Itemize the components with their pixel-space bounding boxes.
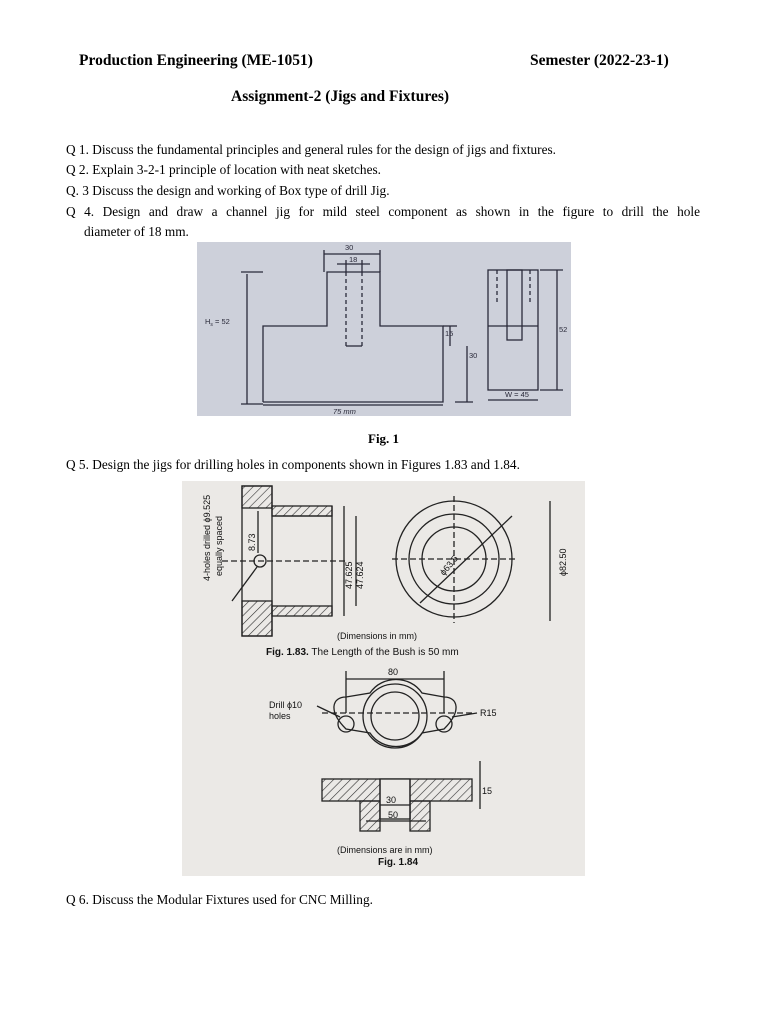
semester-label: Semester (2022-23-1)	[530, 52, 669, 69]
question-2: Q 2. Explain 3-2-1 principle of location with neat sketches.	[66, 162, 381, 177]
fig1-dim-w: W = 45	[505, 390, 529, 399]
figure-1-drawing	[197, 242, 571, 416]
fig1-dim-52: 52	[559, 325, 568, 334]
question-4-line-2: diameter of 18 mm.	[84, 224, 189, 239]
question-4	[66, 202, 700, 242]
fig1-dim-hs: $H_s = 52$	[205, 317, 230, 328]
fig184-drill-label-1: Drill ϕ10	[269, 700, 303, 710]
assignment-title: Assignment-2 (Jigs and Fixtures)	[231, 88, 450, 105]
question-6: Q 6. Discuss the Modular Fixtures used for CNC Milling.	[66, 892, 373, 907]
fig183-dim-873: 8.73	[247, 533, 257, 551]
question-5: Q 5. Design the jigs for drilling holes in components shown in Figures 1.83 and 1.84.	[66, 457, 520, 472]
fig183-note: (Dimensions in mm)	[337, 631, 418, 641]
question-4-line-1: Q 4. Design and draw a channel jig for mild steel component as shown in the figure to drill the hole	[66, 204, 700, 219]
fig184-caption: Fig. 1.84	[378, 857, 419, 868]
question-1: Q 1. Discuss the fundamental principles and general rules for the design of jigs and fixtures.	[66, 142, 557, 157]
figure-1-caption: Fig. 1	[368, 431, 400, 446]
fig183-holes-label-1: 4-holes drilled ϕ9.525	[202, 494, 212, 581]
fig184-dim-30: 30	[386, 795, 397, 805]
fig184-dim-r15: R15	[480, 708, 497, 718]
fig184-drill-label-2: holes	[269, 711, 291, 721]
fig1-dim-30-top: 30	[345, 243, 354, 252]
fig1-dim-75: 75 mm	[333, 407, 356, 416]
fig1-dim-15: 15	[445, 329, 454, 338]
fig183-holes-label-2: equally spaced	[214, 515, 224, 576]
fig183-dim-635: ϕ63.5	[437, 553, 461, 578]
fig1-dim-30-right: 30	[469, 351, 478, 360]
course-title: Production Engineering (ME-1051)	[79, 52, 313, 69]
fig184-note: (Dimensions are in mm)	[337, 845, 433, 855]
figure-183-184-drawing	[182, 481, 585, 876]
fig1-dim-18: 18	[349, 255, 358, 264]
fig184-dim-80: 80	[388, 667, 399, 677]
question-3: Q. 3 Discuss the design and working of Box type of drill Jig.	[66, 183, 390, 198]
fig183-dim-825: ϕ82.50	[558, 548, 568, 576]
fig184-dim-50: 50	[388, 810, 399, 820]
fig184-dim-15: 15	[482, 786, 493, 796]
fig183-dim-47624: 47.624	[355, 561, 365, 589]
fig183-dim-47625: 47.625	[344, 561, 354, 589]
fig183-caption: Fig. 1.83. The Length of the Bush is 50 mm	[266, 647, 459, 658]
